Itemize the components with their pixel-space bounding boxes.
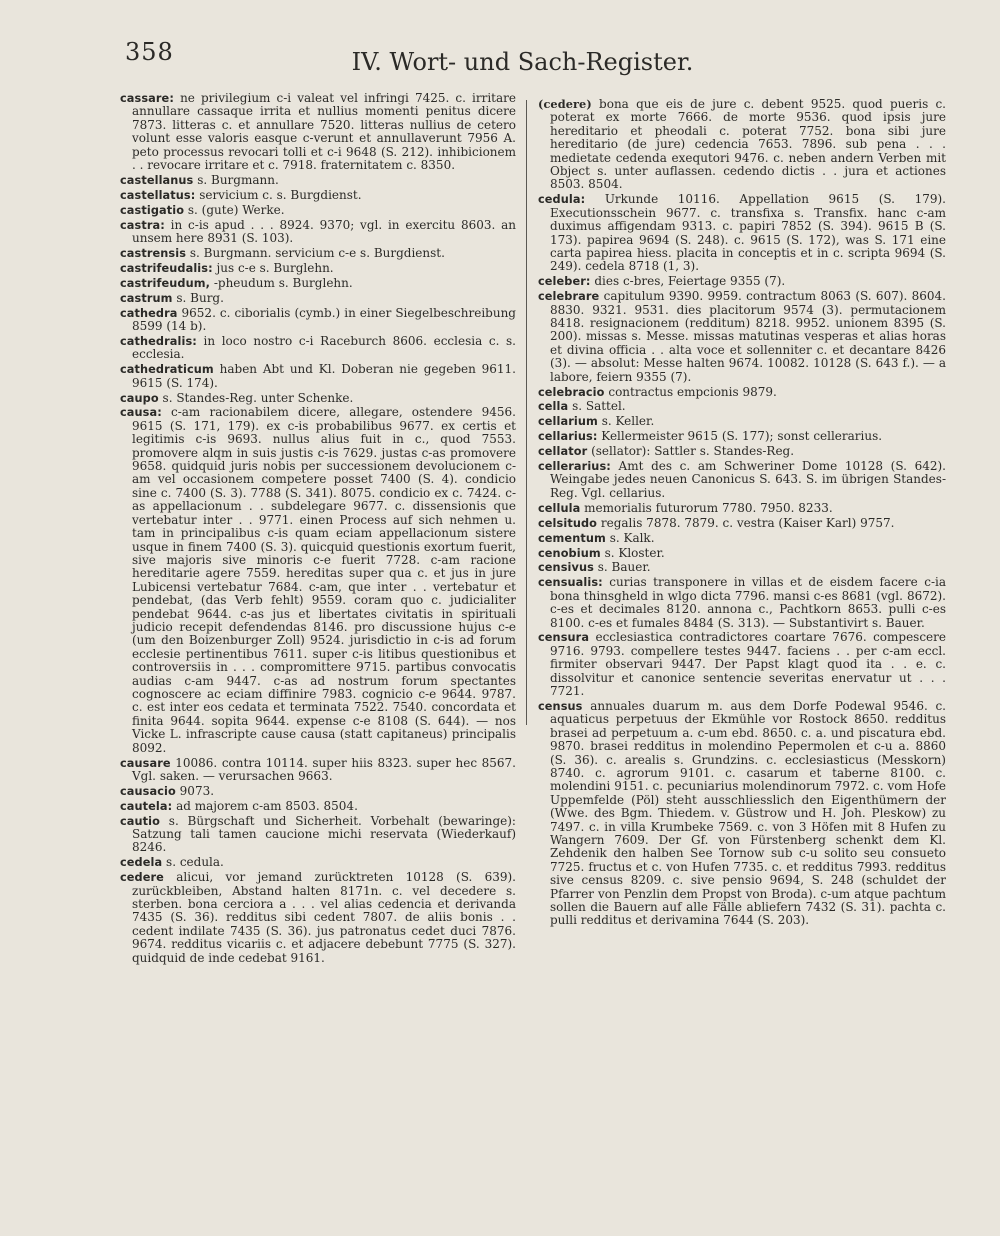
entry-headword: cathedraticum bbox=[120, 363, 214, 377]
entry-headword: castrum bbox=[120, 291, 173, 305]
index-entry bbox=[120, 815, 516, 855]
entry-text: s. Bürgschaft und Sicherheit. Vorbehalt (bewaringe): Satzung tali tamen caucione michi reservata (Wiederkauf) 8246. bbox=[132, 813, 516, 855]
entry-text: regalis 7878. 7879. c. vestra (Kaiser Karl) 9757. bbox=[600, 515, 895, 530]
index-entry bbox=[120, 871, 516, 965]
entry-text: (sellator): Sattler s. Standes-Reg. bbox=[591, 444, 795, 459]
entry-headword: cellarium bbox=[538, 415, 598, 429]
entry-text: contractus empcionis 9879. bbox=[608, 384, 777, 399]
entry-text: s. Bauer. bbox=[597, 560, 651, 575]
index-entry bbox=[120, 189, 516, 202]
index-entry bbox=[538, 290, 946, 384]
index-entry bbox=[120, 335, 516, 362]
page-number: 358 bbox=[125, 38, 174, 66]
entry-headword: cassare: bbox=[120, 92, 174, 105]
entry-text: bona que eis de jure c. debent 9525. quod pueris c. poterat ex morte 7666. de morte 9536. quod ipsis jure hereditario et pheodali c. poterat 7752. bona sibi jure hereditario (de jure) cedencia 7653. 7896. sub pena . . . medietate cedenda exequtori 9476. c. neben andern Verben mit Object s. unter auflassen. cedendo dictis . . jura et actiones 8503. 8504. bbox=[550, 97, 946, 192]
entry-text: s. Burg. bbox=[176, 290, 224, 305]
entry-headword: caupo bbox=[120, 391, 159, 405]
entry-text: 9073. bbox=[179, 783, 215, 798]
left-column bbox=[120, 92, 516, 967]
entry-headword: cedula: bbox=[538, 193, 586, 207]
entry-headword: censura bbox=[538, 631, 590, 645]
index-entry bbox=[538, 631, 946, 698]
entry-text: Kellermeister 9615 (S. 177); sonst cellerarius. bbox=[601, 429, 883, 444]
entry-headword: causare bbox=[120, 756, 171, 770]
entry-headword: celebracio bbox=[538, 385, 605, 399]
entry-headword: cementum bbox=[538, 531, 606, 545]
entry-headword: cellula bbox=[538, 501, 581, 515]
index-entry bbox=[120, 262, 516, 275]
index-entry bbox=[120, 757, 516, 784]
entry-text: s. cedula. bbox=[166, 855, 224, 870]
entry-headword: cautio bbox=[120, 814, 160, 828]
entry-text: 9652. c. ciborialis (cymb.) in einer Siegelbeschreibung 8599 (14 b). bbox=[132, 305, 516, 333]
entry-headword: (cedere) bbox=[538, 97, 592, 111]
entry-text: ne privilegium c-i valeat vel infringi 7425. c. irritare annullare cassaque irrita et nullius momenti penitus dicere 7873. litteras c. et annullare 7520. litteras nullius de cetero volunt esse valoris easque c-verunt et annullaverunt 7956 A. peto processus revocari tolli et c-i 9648 (S. 212). inhibicionem . . revocare irritare et c. 7918. fraternitatem c. 8350. bbox=[132, 91, 516, 173]
entry-headword: celsitudo bbox=[538, 516, 598, 530]
entry-headword: celebrare bbox=[538, 290, 600, 304]
index-entry bbox=[538, 386, 946, 399]
index-entry bbox=[120, 204, 516, 217]
index-entry bbox=[538, 460, 946, 500]
entry-headword: cellarius: bbox=[538, 430, 598, 444]
entry-headword: censualis: bbox=[538, 576, 603, 590]
index-entry bbox=[120, 92, 516, 172]
index-entry bbox=[538, 430, 946, 443]
index-entry bbox=[120, 785, 516, 798]
entry-text: s. Kalk. bbox=[609, 530, 655, 545]
index-entry bbox=[538, 502, 946, 515]
entry-text: dies c-bres, Feiertage 9355 (7). bbox=[594, 274, 786, 289]
entry-text: curias transponere in villas et de eisdem facere c-ia bona thinsgheld in wlgo dicta 7796. mansi c-es 8681 (vgl. 8672). c-es et decimales 8120. annona c., Pachtkorn 8653. pulli c-es 8100. c-es et fumales 8484 (S. 313). — Substantivirt s. Bauer. bbox=[550, 575, 946, 630]
index-entry bbox=[120, 307, 516, 334]
index-entry bbox=[538, 561, 946, 574]
entry-headword: castra: bbox=[120, 218, 165, 232]
index-entry bbox=[120, 406, 516, 755]
index-entry bbox=[538, 445, 946, 458]
entry-headword: castellanus bbox=[120, 173, 194, 187]
entry-headword: cathedra bbox=[120, 306, 178, 320]
entry-headword: cedela bbox=[120, 856, 163, 870]
entry-headword: census bbox=[538, 699, 583, 713]
entry-headword: celeber: bbox=[538, 275, 591, 289]
index-entry bbox=[120, 219, 516, 246]
column-divider bbox=[526, 100, 527, 725]
entry-text: s. Sattel. bbox=[572, 399, 626, 414]
entry-text: in c-is apud . . . 8924. 9370; vgl. in exercitu 8603. an unsem here 8931 (S. 103). bbox=[132, 217, 516, 246]
index-entry bbox=[538, 517, 946, 530]
entry-headword: castrensis bbox=[120, 246, 187, 260]
index-entry bbox=[120, 392, 516, 405]
entry-text: servicium c. s. Burgdienst. bbox=[199, 187, 362, 202]
entry-headword: castrifeudalis: bbox=[120, 261, 213, 275]
entry-headword: cedere bbox=[120, 871, 164, 885]
entry-text: s. Keller. bbox=[601, 414, 655, 429]
entry-text: alicui, vor jemand zurücktreten 10128 (S. 639). zurückbleiben, Abstand halten 8171n. c. vel decedere s. sterben. bona cerciora a . . . vel alias cedencia et derivanda 7435 (S. 36). redditus sibi cedent 7807. de aliis bonis . . cedent indilate 7435 (S. 36). jus patronatus cedet duci 7876. 9674. redditus vicariis c. et adjacere debebunt 7775 (S. 327). quidquid de inde cedebat 9161. bbox=[132, 870, 516, 965]
entry-text: ecclesiastica contradictores coartare 7676. compescere 9716. 9793. compellere testes 9447. faciens . . per c-am eccl. firmiter observari 9447. Der Papst klagt quod ita . . e. c. dissolvitur et canonice sentencie severitas enervatur ut . . . 7721. bbox=[550, 630, 946, 699]
index-entry bbox=[538, 193, 946, 273]
entry-text: s. Kloster. bbox=[604, 545, 665, 560]
entry-text: Urkunde 10116. Appellation 9615 (S. 179). Executionsschein 9677. c. transfixa s. Transfix. hanc c-am duximus affigendam 9313. c. papiri 7852 (S. 394). 9615 B (S. 173). papirea 9694 (S. 248). c. 9615 (S. 172), was S. 171 eine carta papirea hiess. placita in conceptis et in c. scripta 9694 (S. 249). cedela 8718 (1, 3). bbox=[550, 192, 946, 274]
index-entry bbox=[120, 174, 516, 187]
entry-headword: cenobium bbox=[538, 546, 601, 560]
entry-text: capitulum 9390. 9959. contractum 8063 (S. 607). 8604. 8830. 9321. 9531. dies placitorum 9574 (3). permutacionem 8418. resignacionem (redditum) 8218. 9952. unionem 8395 (S. 200). missas s. Messe. missas matutinas vesperas et alias horas et divina officia . . alta voce et sollenniter c. et decantare 8426 (3). — absolut: Messe halten 9674. 10082. 10128 (S. 643 f.). — a labore, feiern 9355 (7). bbox=[550, 289, 946, 384]
entry-headword: cellerarius: bbox=[538, 460, 611, 474]
index-entry bbox=[538, 532, 946, 545]
entry-headword: cella bbox=[538, 400, 569, 414]
index-entry bbox=[538, 700, 946, 928]
index-entry bbox=[120, 800, 516, 813]
entry-text: s. Burgmann. bbox=[197, 172, 279, 187]
entry-text: s. Standes-Reg. unter Schenke. bbox=[162, 390, 354, 405]
entry-text: s. (gute) Werke. bbox=[187, 202, 285, 217]
entry-text: -pheudum s. Burglehn. bbox=[213, 275, 353, 290]
entry-text: haben Abt und Kl. Doberan nie gegeben 9611. 9615 (S. 174). bbox=[132, 362, 516, 390]
entry-headword: censivus bbox=[538, 561, 594, 575]
index-entry bbox=[120, 277, 516, 290]
entry-headword: cellator bbox=[538, 445, 588, 459]
entry-text: 10086. contra 10114. super hiis 8323. super hec 8567. Vgl. saken. — verursachen 9663. bbox=[132, 755, 516, 783]
index-entry bbox=[538, 576, 946, 630]
index-entry bbox=[120, 363, 516, 390]
entry-headword: cathedralis: bbox=[120, 334, 197, 348]
index-entry bbox=[120, 856, 516, 869]
entry-headword: castrifeudum, bbox=[120, 276, 210, 290]
entry-headword: castellatus: bbox=[120, 188, 196, 202]
index-entry bbox=[120, 247, 516, 260]
index-entry bbox=[538, 98, 946, 192]
entry-text: annuales duarum m. aus dem Dorfe Podewal 9546. c. aquaticus perpetuus der Ekmühle vor Rostock 8650. redditus brasei ad perpetuum a. c-um ebd. 8650. c. a. und piscatura ebd. 9870. brasei redditus in molendino Pepermolen et c-u a. 8860 (S. 36). c. arealis s. Grundzins. c. ecclesiasticus (Messkorn) 8740. c. agrorum 9101. c. casarum et taberne 8100. c. molendini 9151. c. pecuniarius molendinorum 7972. c. vom Hofe Uppemfelde (Pöl) steht ausschliesslich den Eigenthümern der (Wwe. des Bgm. Thiedem. v. Güstrow und H. Joh. Pleskow) zu 7497. c. in villa Krumbeke 7569. c. von 3 Höfen mit 8 Hufen zu Wangern 7609. Der Gf. von Fürstenberg schenkt dem Kl. Zehdenik den halben See Tornow sub c-u solito seu consueto 7725. fructus et c. von Hufen 7735. c. et redditus 7993. redditus sive census 8209. c. sive pensio 9694, S. 248 (schuldet der Pfarrer von Penzlin dem Propst von Broda). c-um atque pachtum sollen die Bauern auf alle Fälle abliefern 7432 (S. 31). pachta c. pulli redditus et derivamina 7644 (S. 203). bbox=[550, 698, 946, 928]
index-entry bbox=[538, 400, 946, 413]
entry-headword: causa: bbox=[120, 406, 162, 420]
entry-text: in loco nostro c-i Raceburch 8606. ecclesia c. s. ecclesia. bbox=[132, 333, 516, 362]
entry-text: Amt des c. am Schweriner Dome 10128 (S. 642). Weingabe jedes neuen Canonicus S. 643. S. im übrigen Standes-Reg. Vgl. cellarius. bbox=[550, 459, 946, 500]
index-entry bbox=[538, 275, 946, 288]
running-head: IV. Wort- und Sach-Register. bbox=[351, 48, 694, 76]
entry-text: ad majorem c-am 8503. 8504. bbox=[176, 798, 358, 813]
entry-text: s. Burgmann. servicium c-e s. Burgdienst. bbox=[189, 245, 445, 260]
index-entry bbox=[538, 547, 946, 560]
entry-headword: castigatio bbox=[120, 203, 185, 217]
entry-text: memorialis futurorum 7780. 7950. 8233. bbox=[584, 500, 833, 515]
right-column bbox=[538, 98, 946, 929]
entry-headword: cautela: bbox=[120, 799, 173, 813]
entry-text: c-am racionabilem dicere, allegare, ostendere 9456. 9615 (S. 171, 179). ex c-is probabilibus 9677. ex certis et legitimis c-is 9693. nullus alius fuit in c., quod 7553. promovere alqm in suis justis c-is 7629. justas c-as promovere 9658. quidquid juris nobis per successionem devolucionem c-am vel occasionem competere posset 7400 (S. 4). condicio sine c. 7400 (S. 3). 7788 (S. 341). 8075. condicio ex c. 7424. c-as appellacionum . . subdelegare 9677. c. dissensionis que vertebatur inter . . 9771. einen Process auf sich nehmen u. tam in principalibus c-is quam eciam appellacionum sistere usque in finem 7400 (S. 3). quicquid questionis exortum fuerit, sive majoris sive minoris c-e fuerit 7728. c-am racione hereditarie agere 7559. hereditas super qua c. et jus in jure Lubicensi vertebatur 7684. c-am, que inter . . vertebatur et pendebat, (das Verb fehlt) 9559. coram quo c. judicialiter pendebat 9644. c-as jus et libertates civitatis in spirituali judicio recepit defendendas 8146. pro discussione hujus c-e (um den Boizenburger Zoll) 9524. jurisdictio in c-is ad forum ecclesie pertinentibus 7611. super c-is litibus questionibus et controversiis in . . . compromittere 9715. partibus convocatis audias c-am 9447. c-as ad nostrum forum spectantes cognoscere ac eciam diffinire 7983. cognicio c-e 9644. 9787. c. est inter eos cedata et terminata 7522. 7540. concordata et finita 9644. sopita 9644. expense c-e 8108 (S. 644). — nos Vicke L. infrascripte cause causa (statt capitaneus) principalis 8092. bbox=[132, 405, 516, 755]
index-entry bbox=[538, 415, 946, 428]
entry-text: jus c-e s. Burglehn. bbox=[216, 260, 334, 275]
entry-headword: causacio bbox=[120, 784, 176, 798]
index-entry bbox=[120, 292, 516, 305]
